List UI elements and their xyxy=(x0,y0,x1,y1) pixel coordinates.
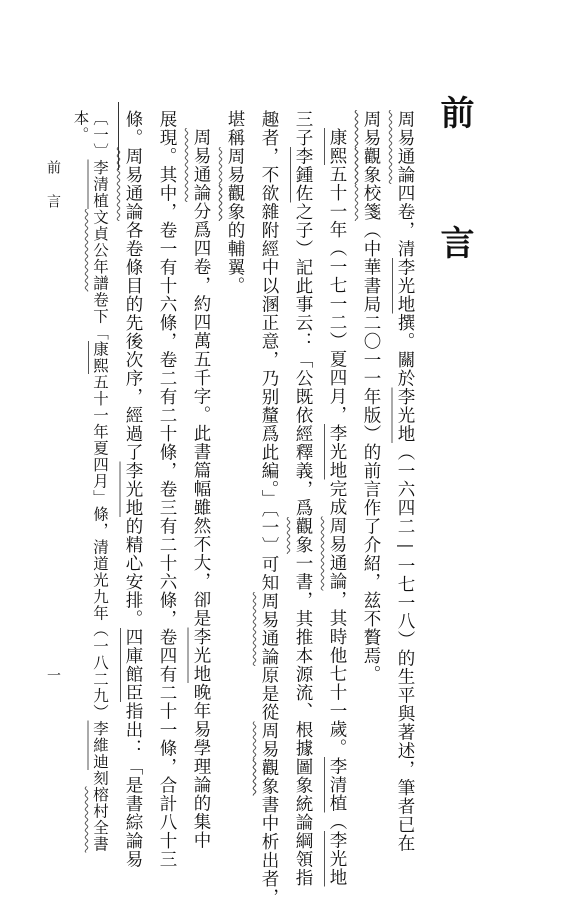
paragraph-2-line-2: 三子李鍾佐之子）記此事云：「公既依經釋義，爲觀象一書，其推本源流、根據圖象統論綱領指 xyxy=(293,110,313,887)
paragraph-2-line-1: 康熙五十一年（一七一二）夏四月，李光地完成周易通論，其時他七十一歲。李清植（李光地 xyxy=(327,128,347,887)
paragraph-3-line-3: 條。周易通論各卷條目的先後次序，經過了李光地的精心安排。四庫館臣指出：「是書綜論易 xyxy=(123,110,143,869)
footnote-line-2: 本。 xyxy=(71,110,90,143)
text-column xyxy=(158,110,176,869)
footnote-divider xyxy=(118,102,119,170)
footnote-column xyxy=(72,110,88,143)
paragraph-1-line-2: 周易觀象校箋（中華書局二〇一一年版）的前言作了介紹，兹不贅焉。 xyxy=(361,110,381,684)
text-column xyxy=(192,128,210,850)
text-column xyxy=(124,110,142,869)
text-column xyxy=(362,110,380,684)
paragraph-3-line-1: 周易通論分爲四卷，約四萬五千字。此書篇幅雖然不大，卻是李光地晚年易學理論的集中 xyxy=(191,128,211,850)
text-column xyxy=(294,110,312,887)
paragraph-2-line-4: 堪稱周易觀象的輔翼。 xyxy=(225,110,245,295)
running-head: 前 言 xyxy=(45,160,61,210)
paragraph-2-line-3: 趣者，不欲雜附經中以溷正意，乃别釐爲此編。」〔一〕可知周易通論原是從周易觀象書中析出者， xyxy=(259,110,279,907)
page-number: 一 xyxy=(45,668,61,684)
text-column xyxy=(328,128,346,887)
text-column xyxy=(260,110,278,907)
text-column xyxy=(396,110,414,853)
paragraph-3-line-2: 展現。其中，卷一有十六條，卷二有二十條，卷三有二十六條，卷四有二十一條，合計八十三 xyxy=(157,110,177,869)
text-column xyxy=(226,110,244,295)
footnote-column xyxy=(92,110,108,853)
footnote-line-1: 〔一〕李清植文貞公年譜卷下「康熙五十一年夏四月」條，清道光九年（一八二九）李維迪刻榕村全書 xyxy=(91,110,109,853)
page-title: 前 言 xyxy=(434,95,474,287)
paragraph-1-line-1: 周易通論四卷，清李光地撰。關於李光地（一六四二—一七一八）的生平與著述，筆者已在 xyxy=(395,110,415,853)
